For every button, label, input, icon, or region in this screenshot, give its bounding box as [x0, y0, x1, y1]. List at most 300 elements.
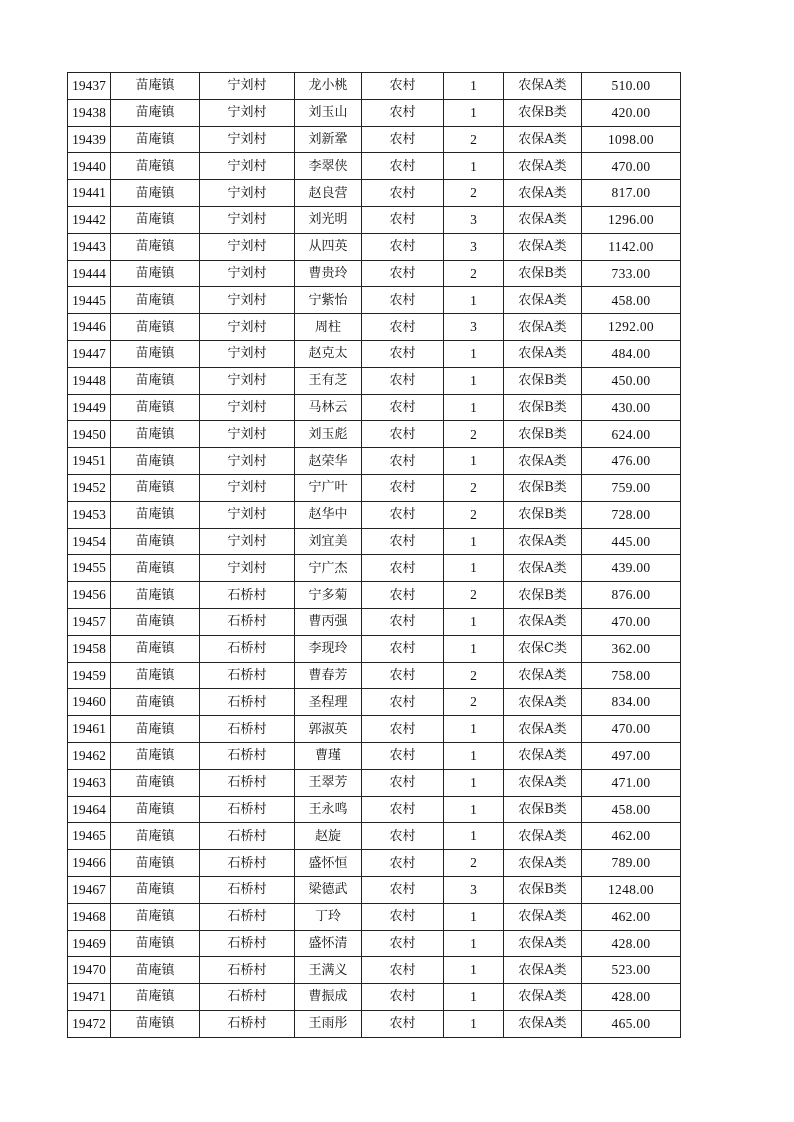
- cell-village: 宁刘村: [200, 99, 295, 126]
- cell-village: 石桥村: [200, 662, 295, 689]
- cell-household-count: 1: [444, 957, 504, 984]
- cell-town: 苗庵镇: [111, 126, 200, 153]
- cell-household-count: 3: [444, 206, 504, 233]
- cell-record-id: 19438: [68, 99, 111, 126]
- table-row: [68, 287, 681, 314]
- cell-village: 宁刘村: [200, 206, 295, 233]
- cell-name: 赵华中: [295, 501, 362, 528]
- cell-name: 王满义: [295, 957, 362, 984]
- cell-household-count: 1: [444, 635, 504, 662]
- cell-name: 盛怀清: [295, 930, 362, 957]
- cell-town: 苗庵镇: [111, 448, 200, 475]
- cell-name: 宁紫怡: [295, 287, 362, 314]
- cell-record-id: 19446: [68, 314, 111, 341]
- cell-residence-type: 农村: [362, 180, 444, 207]
- cell-village: 宁刘村: [200, 555, 295, 582]
- cell-insurance-category: 农保A类: [504, 73, 582, 100]
- cell-record-id: 19462: [68, 742, 111, 769]
- cell-town: 苗庵镇: [111, 850, 200, 877]
- cell-town: 苗庵镇: [111, 421, 200, 448]
- table-row: [68, 1010, 681, 1037]
- cell-amount: 462.00: [582, 903, 681, 930]
- cell-insurance-category: 农保B类: [504, 876, 582, 903]
- cell-insurance-category: 农保B类: [504, 99, 582, 126]
- cell-town: 苗庵镇: [111, 73, 200, 100]
- cell-record-id: 19439: [68, 126, 111, 153]
- cell-insurance-category: 农保B类: [504, 260, 582, 287]
- cell-name: 盛怀恒: [295, 850, 362, 877]
- cell-household-count: 3: [444, 314, 504, 341]
- cell-village: 石桥村: [200, 716, 295, 743]
- cell-name: 赵荣华: [295, 448, 362, 475]
- cell-village: 石桥村: [200, 876, 295, 903]
- cell-record-id: 19454: [68, 528, 111, 555]
- cell-amount: 876.00: [582, 582, 681, 609]
- cell-name: 从四英: [295, 233, 362, 260]
- cell-amount: 428.00: [582, 930, 681, 957]
- cell-household-count: 1: [444, 823, 504, 850]
- table-row: [68, 367, 681, 394]
- table-row: [68, 635, 681, 662]
- cell-residence-type: 农村: [362, 73, 444, 100]
- cell-village: 宁刘村: [200, 474, 295, 501]
- cell-household-count: 1: [444, 1010, 504, 1037]
- cell-insurance-category: 农保A类: [504, 769, 582, 796]
- cell-amount: 758.00: [582, 662, 681, 689]
- cell-insurance-category: 农保B类: [504, 474, 582, 501]
- cell-name: 刘新鞏: [295, 126, 362, 153]
- cell-insurance-category: 农保A类: [504, 233, 582, 260]
- cell-village: 石桥村: [200, 903, 295, 930]
- cell-name: 刘宜美: [295, 528, 362, 555]
- cell-residence-type: 农村: [362, 984, 444, 1011]
- cell-residence-type: 农村: [362, 206, 444, 233]
- cell-record-id: 19457: [68, 608, 111, 635]
- table-row: [68, 769, 681, 796]
- cell-household-count: 2: [444, 474, 504, 501]
- cell-record-id: 19441: [68, 180, 111, 207]
- cell-household-count: 1: [444, 555, 504, 582]
- cell-residence-type: 农村: [362, 957, 444, 984]
- cell-record-id: 19467: [68, 876, 111, 903]
- cell-record-id: 19448: [68, 367, 111, 394]
- cell-household-count: 2: [444, 689, 504, 716]
- cell-record-id: 19459: [68, 662, 111, 689]
- table-row: [68, 421, 681, 448]
- cell-name: 曹瑾: [295, 742, 362, 769]
- cell-insurance-category: 农保B类: [504, 394, 582, 421]
- cell-name: 马林云: [295, 394, 362, 421]
- cell-amount: 624.00: [582, 421, 681, 448]
- cell-name: 曹春芳: [295, 662, 362, 689]
- cell-residence-type: 农村: [362, 635, 444, 662]
- cell-household-count: 2: [444, 180, 504, 207]
- cell-household-count: 1: [444, 287, 504, 314]
- cell-village: 宁刘村: [200, 367, 295, 394]
- cell-amount: 817.00: [582, 180, 681, 207]
- cell-record-id: 19442: [68, 206, 111, 233]
- cell-residence-type: 农村: [362, 99, 444, 126]
- cell-village: 宁刘村: [200, 421, 295, 448]
- cell-town: 苗庵镇: [111, 340, 200, 367]
- cell-residence-type: 农村: [362, 314, 444, 341]
- cell-record-id: 19458: [68, 635, 111, 662]
- cell-village: 宁刘村: [200, 73, 295, 100]
- cell-household-count: 2: [444, 662, 504, 689]
- cell-amount: 462.00: [582, 823, 681, 850]
- cell-household-count: 2: [444, 582, 504, 609]
- cell-record-id: 19447: [68, 340, 111, 367]
- cell-amount: 445.00: [582, 528, 681, 555]
- cell-village: 宁刘村: [200, 394, 295, 421]
- cell-amount: 439.00: [582, 555, 681, 582]
- cell-amount: 484.00: [582, 340, 681, 367]
- cell-village: 石桥村: [200, 1010, 295, 1037]
- cell-town: 苗庵镇: [111, 662, 200, 689]
- cell-name: 王永鸣: [295, 796, 362, 823]
- table-row: [68, 716, 681, 743]
- cell-village: 石桥村: [200, 582, 295, 609]
- table-row: [68, 180, 681, 207]
- cell-residence-type: 农村: [362, 340, 444, 367]
- cell-amount: 1098.00: [582, 126, 681, 153]
- cell-amount: 834.00: [582, 689, 681, 716]
- cell-name: 梁德武: [295, 876, 362, 903]
- cell-residence-type: 农村: [362, 930, 444, 957]
- cell-household-count: 1: [444, 528, 504, 555]
- cell-village: 宁刘村: [200, 180, 295, 207]
- cell-name: 王雨彤: [295, 1010, 362, 1037]
- cell-household-count: 3: [444, 233, 504, 260]
- cell-record-id: 19472: [68, 1010, 111, 1037]
- table-row: [68, 73, 681, 100]
- cell-village: 石桥村: [200, 769, 295, 796]
- cell-town: 苗庵镇: [111, 957, 200, 984]
- cell-record-id: 19461: [68, 716, 111, 743]
- cell-town: 苗庵镇: [111, 555, 200, 582]
- cell-amount: 1142.00: [582, 233, 681, 260]
- cell-insurance-category: 农保A类: [504, 206, 582, 233]
- cell-village: 宁刘村: [200, 233, 295, 260]
- cell-household-count: 1: [444, 448, 504, 475]
- cell-residence-type: 农村: [362, 689, 444, 716]
- cell-town: 苗庵镇: [111, 930, 200, 957]
- cell-village: 宁刘村: [200, 260, 295, 287]
- cell-village: 宁刘村: [200, 126, 295, 153]
- cell-household-count: 3: [444, 876, 504, 903]
- cell-name: 刘光明: [295, 206, 362, 233]
- cell-residence-type: 农村: [362, 742, 444, 769]
- cell-village: 石桥村: [200, 742, 295, 769]
- cell-town: 苗庵镇: [111, 287, 200, 314]
- cell-name: 赵良营: [295, 180, 362, 207]
- cell-insurance-category: 农保A类: [504, 448, 582, 475]
- cell-insurance-category: 农保B类: [504, 582, 582, 609]
- cell-town: 苗庵镇: [111, 903, 200, 930]
- cell-amount: 733.00: [582, 260, 681, 287]
- cell-record-id: 19443: [68, 233, 111, 260]
- cell-household-count: 1: [444, 367, 504, 394]
- cell-town: 苗庵镇: [111, 984, 200, 1011]
- cell-residence-type: 农村: [362, 796, 444, 823]
- cell-household-count: 1: [444, 153, 504, 180]
- cell-village: 宁刘村: [200, 314, 295, 341]
- cell-town: 苗庵镇: [111, 233, 200, 260]
- cell-residence-type: 农村: [362, 876, 444, 903]
- cell-insurance-category: 农保B类: [504, 501, 582, 528]
- cell-amount: 450.00: [582, 367, 681, 394]
- cell-name: 宁多菊: [295, 582, 362, 609]
- cell-household-count: 1: [444, 608, 504, 635]
- cell-town: 苗庵镇: [111, 1010, 200, 1037]
- cell-town: 苗庵镇: [111, 260, 200, 287]
- cell-name: 赵克太: [295, 340, 362, 367]
- table-row: [68, 876, 681, 903]
- table-row: [68, 608, 681, 635]
- cell-town: 苗庵镇: [111, 796, 200, 823]
- cell-residence-type: 农村: [362, 555, 444, 582]
- cell-village: 宁刘村: [200, 448, 295, 475]
- data-table: [67, 72, 681, 1038]
- table-row: [68, 314, 681, 341]
- cell-residence-type: 农村: [362, 260, 444, 287]
- cell-insurance-category: 农保A类: [504, 555, 582, 582]
- cell-residence-type: 农村: [362, 394, 444, 421]
- cell-amount: 759.00: [582, 474, 681, 501]
- cell-household-count: 1: [444, 930, 504, 957]
- cell-name: 刘玉彪: [295, 421, 362, 448]
- table-row: [68, 984, 681, 1011]
- table-row: [68, 340, 681, 367]
- cell-household-count: 1: [444, 742, 504, 769]
- cell-amount: 420.00: [582, 99, 681, 126]
- cell-household-count: 1: [444, 769, 504, 796]
- cell-name: 宁广叶: [295, 474, 362, 501]
- cell-record-id: 19453: [68, 501, 111, 528]
- cell-town: 苗庵镇: [111, 769, 200, 796]
- table-row: [68, 555, 681, 582]
- cell-amount: 458.00: [582, 287, 681, 314]
- cell-insurance-category: 农保A类: [504, 823, 582, 850]
- cell-residence-type: 农村: [362, 501, 444, 528]
- cell-residence-type: 农村: [362, 287, 444, 314]
- cell-amount: 428.00: [582, 984, 681, 1011]
- table-row: [68, 99, 681, 126]
- cell-name: 王翠芳: [295, 769, 362, 796]
- cell-insurance-category: 农保A类: [504, 126, 582, 153]
- cell-name: 王有芝: [295, 367, 362, 394]
- cell-amount: 728.00: [582, 501, 681, 528]
- cell-record-id: 19465: [68, 823, 111, 850]
- cell-village: 石桥村: [200, 930, 295, 957]
- table-row: [68, 233, 681, 260]
- cell-residence-type: 农村: [362, 850, 444, 877]
- table-row: [68, 448, 681, 475]
- cell-village: 石桥村: [200, 635, 295, 662]
- cell-amount: 362.00: [582, 635, 681, 662]
- cell-name: 李现玲: [295, 635, 362, 662]
- cell-name: 刘玉山: [295, 99, 362, 126]
- cell-town: 苗庵镇: [111, 367, 200, 394]
- cell-town: 苗庵镇: [111, 689, 200, 716]
- cell-record-id: 19449: [68, 394, 111, 421]
- cell-residence-type: 农村: [362, 903, 444, 930]
- cell-name: 周柱: [295, 314, 362, 341]
- cell-record-id: 19464: [68, 796, 111, 823]
- cell-insurance-category: 农保A类: [504, 608, 582, 635]
- cell-village: 石桥村: [200, 850, 295, 877]
- cell-name: 李翠侠: [295, 153, 362, 180]
- cell-town: 苗庵镇: [111, 501, 200, 528]
- cell-town: 苗庵镇: [111, 206, 200, 233]
- table-row: [68, 957, 681, 984]
- cell-insurance-category: 农保A类: [504, 957, 582, 984]
- cell-town: 苗庵镇: [111, 314, 200, 341]
- cell-town: 苗庵镇: [111, 716, 200, 743]
- cell-town: 苗庵镇: [111, 823, 200, 850]
- cell-name: 龙小桃: [295, 73, 362, 100]
- table-row: [68, 662, 681, 689]
- table-row: [68, 206, 681, 233]
- cell-residence-type: 农村: [362, 528, 444, 555]
- cell-record-id: 19440: [68, 153, 111, 180]
- cell-residence-type: 农村: [362, 769, 444, 796]
- table-body: [68, 73, 681, 1038]
- table-row: [68, 126, 681, 153]
- cell-household-count: 1: [444, 984, 504, 1011]
- cell-insurance-category: 农保A类: [504, 340, 582, 367]
- cell-amount: 497.00: [582, 742, 681, 769]
- cell-name: 圣程理: [295, 689, 362, 716]
- cell-amount: 1296.00: [582, 206, 681, 233]
- cell-name: 丁玲: [295, 903, 362, 930]
- table-row: [68, 582, 681, 609]
- cell-town: 苗庵镇: [111, 635, 200, 662]
- cell-amount: 476.00: [582, 448, 681, 475]
- table-row: [68, 742, 681, 769]
- cell-insurance-category: 农保B类: [504, 421, 582, 448]
- cell-record-id: 19471: [68, 984, 111, 1011]
- cell-amount: 789.00: [582, 850, 681, 877]
- cell-record-id: 19456: [68, 582, 111, 609]
- table-row: [68, 850, 681, 877]
- cell-name: 曹贵玲: [295, 260, 362, 287]
- cell-amount: 470.00: [582, 608, 681, 635]
- cell-town: 苗庵镇: [111, 180, 200, 207]
- cell-record-id: 19469: [68, 930, 111, 957]
- cell-amount: 1248.00: [582, 876, 681, 903]
- cell-record-id: 19463: [68, 769, 111, 796]
- cell-household-count: 2: [444, 126, 504, 153]
- cell-residence-type: 农村: [362, 474, 444, 501]
- cell-amount: 1292.00: [582, 314, 681, 341]
- cell-insurance-category: 农保A类: [504, 180, 582, 207]
- cell-insurance-category: 农保C类: [504, 635, 582, 662]
- cell-village: 宁刘村: [200, 501, 295, 528]
- cell-record-id: 19468: [68, 903, 111, 930]
- cell-insurance-category: 农保A类: [504, 903, 582, 930]
- cell-town: 苗庵镇: [111, 582, 200, 609]
- cell-residence-type: 农村: [362, 153, 444, 180]
- cell-record-id: 19451: [68, 448, 111, 475]
- cell-insurance-category: 农保A类: [504, 287, 582, 314]
- cell-name: 曹振成: [295, 984, 362, 1011]
- table-row: [68, 153, 681, 180]
- cell-insurance-category: 农保A类: [504, 314, 582, 341]
- cell-amount: 465.00: [582, 1010, 681, 1037]
- cell-village: 石桥村: [200, 796, 295, 823]
- table-row: [68, 474, 681, 501]
- cell-residence-type: 农村: [362, 608, 444, 635]
- cell-town: 苗庵镇: [111, 528, 200, 555]
- cell-name: 赵旋: [295, 823, 362, 850]
- cell-record-id: 19452: [68, 474, 111, 501]
- cell-residence-type: 农村: [362, 823, 444, 850]
- cell-residence-type: 农村: [362, 662, 444, 689]
- cell-record-id: 19455: [68, 555, 111, 582]
- table-row: [68, 260, 681, 287]
- cell-household-count: 1: [444, 903, 504, 930]
- cell-household-count: 1: [444, 716, 504, 743]
- cell-residence-type: 农村: [362, 367, 444, 394]
- cell-amount: 471.00: [582, 769, 681, 796]
- cell-insurance-category: 农保A类: [504, 984, 582, 1011]
- cell-household-count: 1: [444, 796, 504, 823]
- cell-record-id: 19437: [68, 73, 111, 100]
- table-row: [68, 930, 681, 957]
- cell-residence-type: 农村: [362, 233, 444, 260]
- cell-insurance-category: 农保A类: [504, 716, 582, 743]
- cell-town: 苗庵镇: [111, 99, 200, 126]
- cell-amount: 470.00: [582, 153, 681, 180]
- cell-town: 苗庵镇: [111, 608, 200, 635]
- cell-town: 苗庵镇: [111, 394, 200, 421]
- cell-residence-type: 农村: [362, 716, 444, 743]
- cell-name: 宁广杰: [295, 555, 362, 582]
- cell-household-count: 1: [444, 99, 504, 126]
- cell-village: 宁刘村: [200, 287, 295, 314]
- cell-village: 宁刘村: [200, 340, 295, 367]
- cell-insurance-category: 农保B类: [504, 796, 582, 823]
- cell-village: 石桥村: [200, 957, 295, 984]
- table-row: [68, 528, 681, 555]
- cell-residence-type: 农村: [362, 126, 444, 153]
- cell-village: 石桥村: [200, 984, 295, 1011]
- table-row: [68, 796, 681, 823]
- cell-town: 苗庵镇: [111, 153, 200, 180]
- table-row: [68, 823, 681, 850]
- cell-residence-type: 农村: [362, 448, 444, 475]
- cell-amount: 470.00: [582, 716, 681, 743]
- cell-record-id: 19470: [68, 957, 111, 984]
- cell-name: 曹丙强: [295, 608, 362, 635]
- cell-household-count: 2: [444, 260, 504, 287]
- table-row: [68, 689, 681, 716]
- cell-name: 郭淑英: [295, 716, 362, 743]
- cell-amount: 430.00: [582, 394, 681, 421]
- cell-household-count: 2: [444, 501, 504, 528]
- cell-record-id: 19460: [68, 689, 111, 716]
- cell-record-id: 19450: [68, 421, 111, 448]
- cell-insurance-category: 农保A类: [504, 689, 582, 716]
- cell-residence-type: 农村: [362, 1010, 444, 1037]
- cell-village: 宁刘村: [200, 153, 295, 180]
- cell-town: 苗庵镇: [111, 876, 200, 903]
- cell-amount: 523.00: [582, 957, 681, 984]
- cell-record-id: 19444: [68, 260, 111, 287]
- cell-insurance-category: 农保A类: [504, 930, 582, 957]
- cell-household-count: 1: [444, 340, 504, 367]
